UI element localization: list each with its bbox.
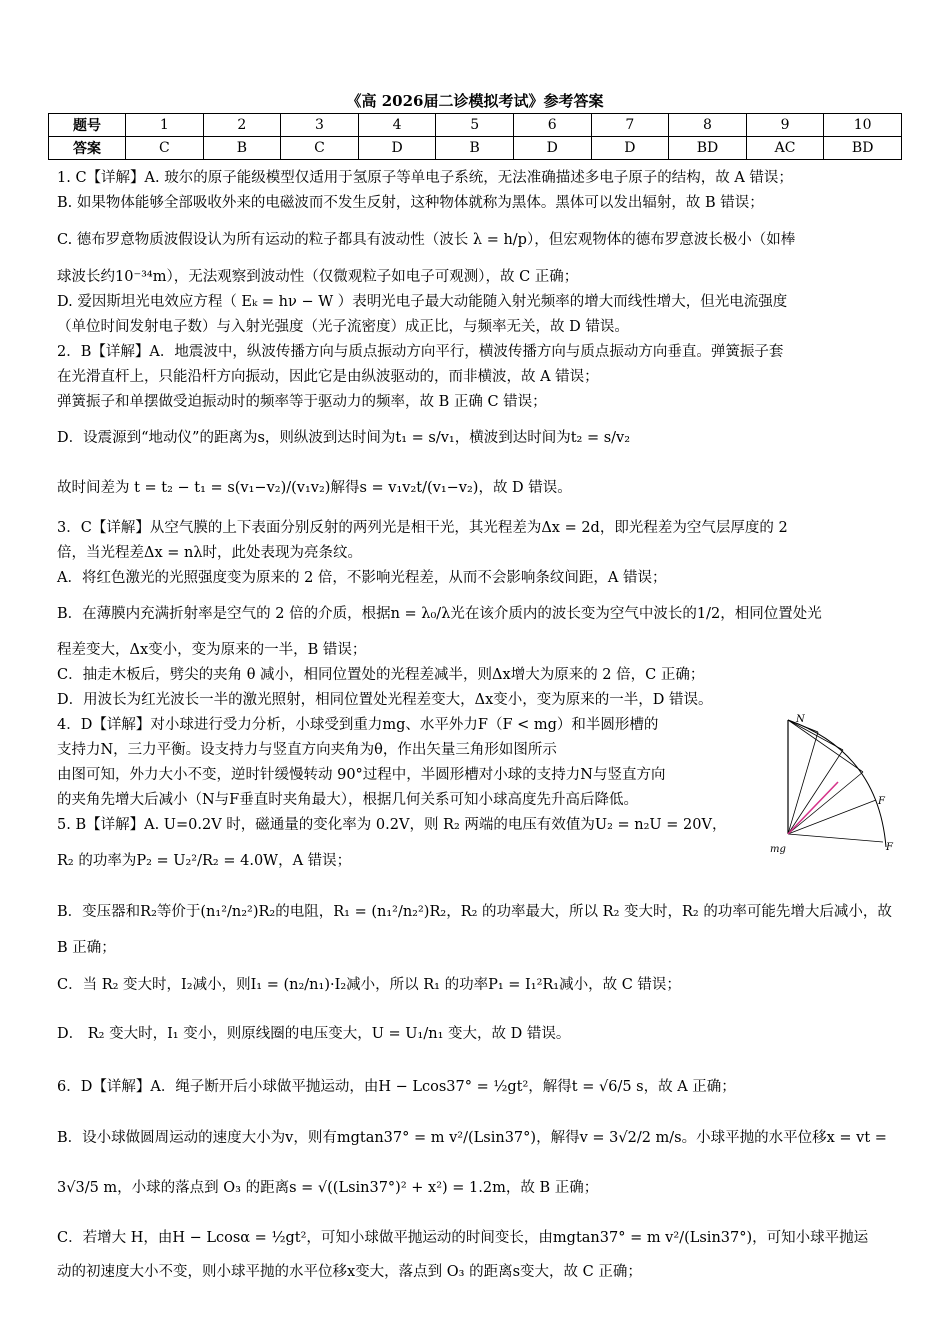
force-line [788,720,863,772]
explanation-line: C．当 R₂ 变大时，I₂减小，则I₁ = (n₂/n₁)·I₂减小，所以 R₁ 的功率P₁ = I₁²R₁减小，故 C 错误； [57,977,681,993]
explanation-line: B 正确； [57,940,116,956]
explanation-line: 2．B【详解】A．地震波中，纵波传播方向与质点振动方向平行，横波传播方向与质点振动方向垂直。弹簧振子套 [57,344,784,360]
explanation-line: B．变压器和R₂等价于(n₁²/n₂²)R₂的电阻，R₁ = (n₁²/n₂²)R₂，R₂ 的功率最大，所以 R₂ 变大时，R₂ 的功率可能先增大后减小，故 [57,904,892,920]
number-cell: 9 [746,114,824,137]
label-f1: F [878,796,885,807]
explanation-line: A．将红色激光的光照强度变为原来的 2 倍，不影响光程差，从而不会影响条纹间距，A 错误； [57,570,667,586]
explanation-line: 倍，当光程差Δx = nλ时，此处表现为亮条纹。 [57,545,363,561]
answer-cell: B [436,137,514,160]
explanation-line: 支持力N，三力平衡。设支持力与竖直方向夹角为θ，作出矢量三角形如图所示 [57,742,557,758]
page-title: 《高 2026届二诊模拟考试》参考答案 [346,92,604,110]
number-cell: 4 [358,114,436,137]
number-cell: 7 [591,114,669,137]
number-cell: 3 [281,114,359,137]
number-cell: 8 [669,114,747,137]
explanation-line: B. 如果物体能够全部吸收外来的电磁波而不发生反射，这种物体就称为黑体。黑体可以发出辐射，故 B 错误； [57,195,764,211]
row-label-number: 题号 [49,114,126,137]
explanation-line: 球波长约10⁻³⁴m），无法观察到波动性（仅微观粒子如电子可观测），故 C 正确； [57,269,579,285]
answer-cell: B [203,137,281,160]
explanation-line: D． R₂ 变大时，I₁ 变小，则原线圈的电压变大，U = U₁/n₁ 变大，故 D 错误。 [57,1026,571,1042]
number-cell: 1 [126,114,204,137]
explanation-line: 3√3/5 m，小球的落点到 O₃ 的距离s = √((Lsin37°)² + x²) = 1.2m，故 B 正确； [57,1180,599,1196]
answer-cell: D [513,137,591,160]
force-line [788,750,843,834]
force-line [788,834,883,842]
explanation-line: 5. B【详解】A. U=0.2V 时，磁通量的变化率为 0.2V，则 R₂ 两端的电压有效值为U₂ = n₂U = 20V， [57,817,727,833]
explanation-line: D．用波长为红光波长一半的激光照射，相同位置处光程差变大，Δx变小，变为原来的一半，D 错误。 [57,692,713,708]
explanation-line: 弹簧振子和单摆做受迫振动时的频率等于驱动力的频率，故 B 正确 C 错误； [57,394,547,410]
answer-row [49,137,902,160]
answer-cell: D [358,137,436,160]
answer-cell: BD [824,137,902,160]
question-number-row [49,114,902,137]
force-triangle-figure [768,712,908,862]
number-cell: 2 [203,114,281,137]
explanation-line: （单位时间发射电子数）与入射光强度（光子流密度）成正比，与频率无关，故 D 错误。 [57,319,629,335]
explanation-line: 由图可知，外力大小不变，逆时针缓慢转动 90°过程中，半圆形槽对小球的支持力N与竖直方向 [57,767,666,783]
answer-cell: C [126,137,204,160]
row-label-answer: 答案 [49,137,126,160]
explanation-line: D．设震源到“地动仪”的距离为s，则纵波到达时间为t₁ = s/v₁，横波到达时间为t₂ = s/v₂ [57,430,631,446]
explanation-line: C．抽走木板后，劈尖的夹角 θ 减小，相同位置处的光程差减半，则Δx增大为原来的 2 倍，C 正确； [57,667,705,683]
explanation-line: B．在薄膜内充满折射率是空气的 2 倍的介质，根据n = λ₀/λ光在该介质内的波长变为空气中波长的1/2，相同位置处光 [57,606,822,622]
force-line [788,772,863,834]
answer-cell: C [281,137,359,160]
explanation-line: 动的初速度大小不变，则小球平抛的水平位移x变大，落点到 O₃ 的距离s变大，故 C 正确； [57,1264,642,1280]
label-n: N [796,714,805,725]
explanation-line: 6．D【详解】A．绳子断开后小球做平抛运动，由H − Lcos37° = ½gt²，解得t = √6/5 s，故 A 正确； [57,1079,736,1095]
force-line [788,800,876,834]
answer-table [48,113,902,160]
answer-cell: D [591,137,669,160]
explanation-line: C．若增大 H，由H − Lcosα = ½gt²，可知小球做平抛运动的时间变长，由mgtan37° = m v²/(Lsin37°)，可知小球平抛运 [57,1230,869,1246]
number-cell: 10 [824,114,902,137]
explanation-line: 3．C【详解】从空气膜的上下表面分别反射的两列光是相干光，其光程差为Δx = 2d，即光程差为空气层厚度的 2 [57,520,788,536]
explanation-line: 4．D【详解】对小球进行受力分析，小球受到重力mg、水平外力F（F < mg）和半圆形槽的 [57,717,659,733]
answer-cell: AC [746,137,824,160]
explanation-line: C. 德布罗意物质波假设认为所有运动的粒子都具有波动性（波长 λ = h/p），但宏观物体的德布罗意波长极小（如棒 [57,232,796,248]
explanation-line: 1. C【详解】A. 玻尔的原子能级模型仅适用于氢原子等单电子系统，无法准确描述多电子原子的结构，故 A 错误； [57,170,793,186]
explanation-line: 故时间差为 t = t₂ − t₁ = s(v₁−v₂)/(v₁v₂)解得s = v₁v₂t/(v₁−v₂)，故 D 错误。 [57,480,572,496]
explanation-line: 程差变大，Δx变小，变为原来的一半，B 错误； [57,642,367,658]
explanation-line: B．设小球做圆周运动的速度大小为v，则有mgtan37° = m v²/(Lsin37°)，解得v = 3√2/2 m/s。小球平抛的水平位移x = vt = [57,1130,887,1146]
answer-cell: BD [669,137,747,160]
number-cell: 5 [436,114,514,137]
explanation-line: R₂ 的功率为P₂ = U₂²/R₂ = 4.0W，A 错误； [57,853,352,869]
label-mg: mg [770,844,786,855]
explanation-line: 在光滑直杆上，只能沿杆方向振动，因此它是由纵波驱动的，而非横波，故 A 错误； [57,369,599,385]
explanation-line: D. 爱因斯坦光电效应方程（ Eₖ = hν − W ）表明光电子最大动能随入射光频率的增大而线性增大，但光电流强度 [57,294,788,310]
label-f2: F [886,842,893,853]
number-cell: 6 [513,114,591,137]
explanation-line: 的夹角先增大后减小（N与F垂直时夹角最大），根据几何关系可知小球高度先升高后降低。 [57,792,638,808]
